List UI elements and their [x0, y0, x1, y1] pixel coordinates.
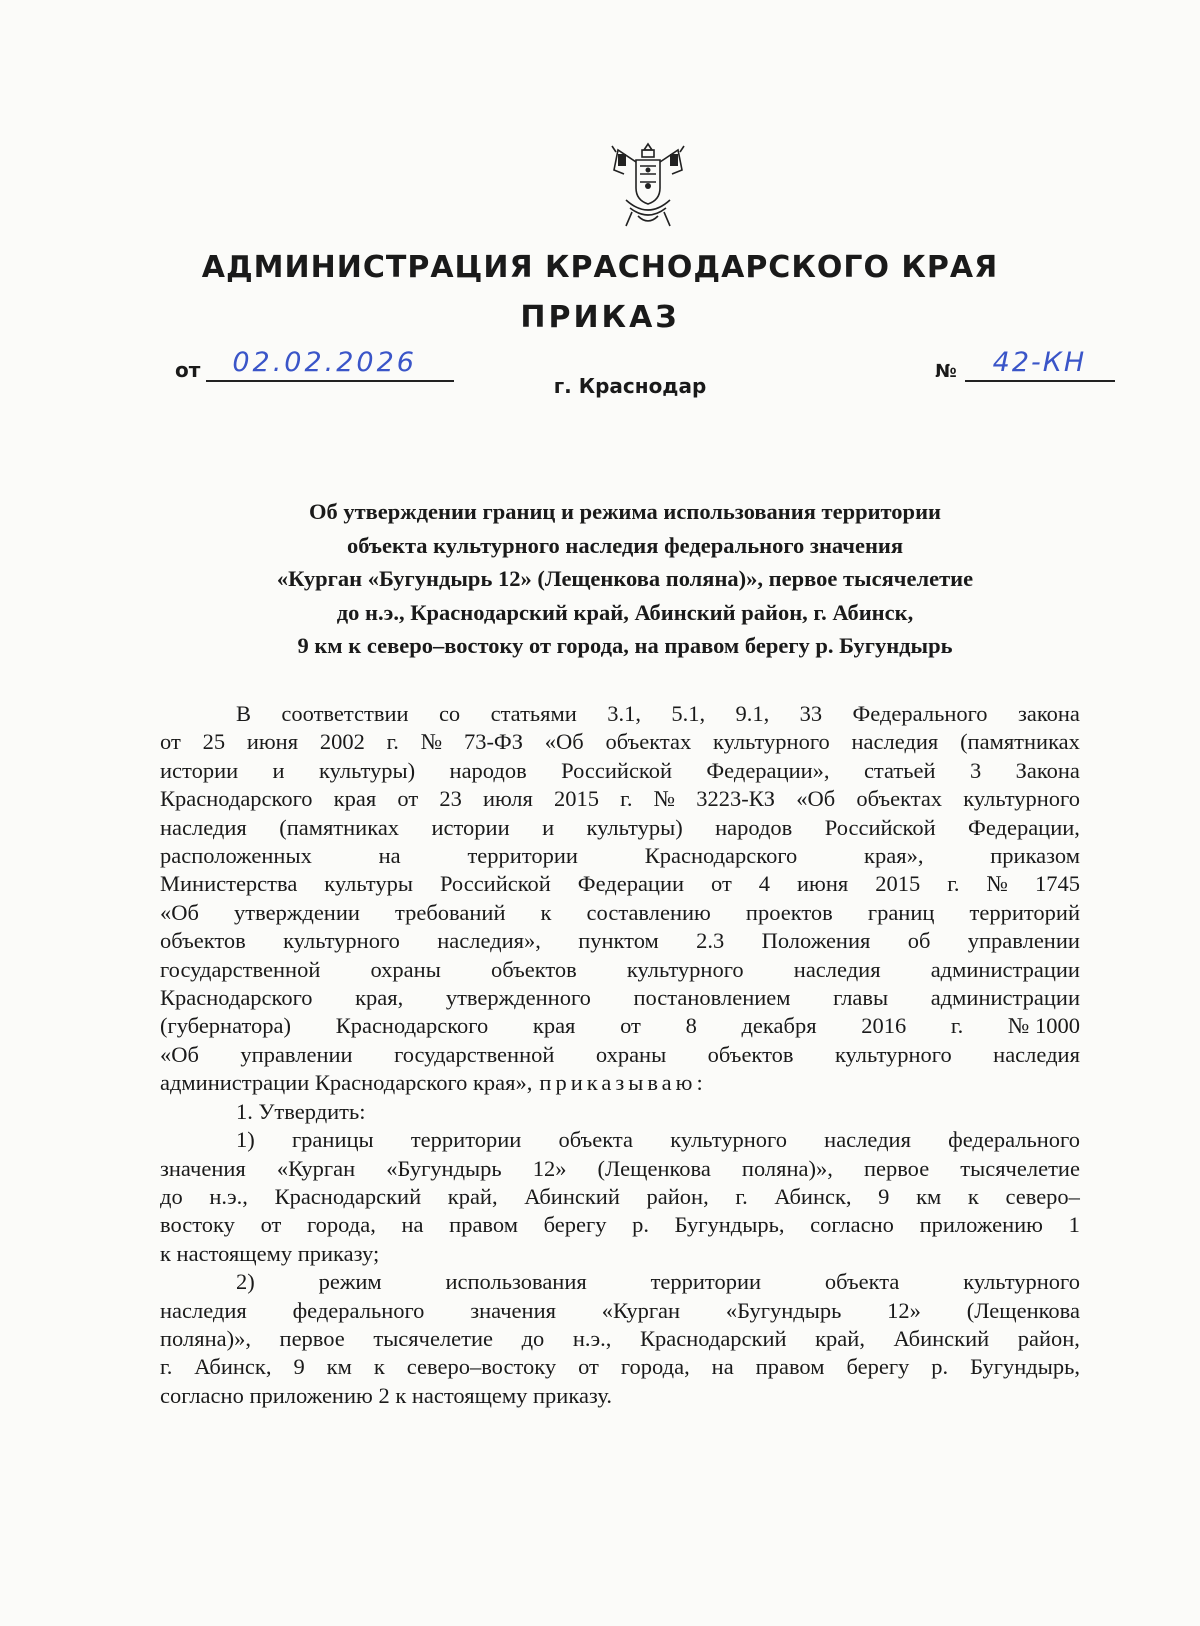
handwritten-number: 42-КН — [992, 347, 1087, 378]
heading-line: «Курган «Бугундырь 12» (Лещенкова поляна)», первое тысячелетие — [276, 566, 974, 591]
text-line: «Об утверждении требований к составлению проектов границ территорий — [160, 899, 1080, 925]
text-line: (губернатора) Краснодарского края от 8 декабря 2016 г. № 1000 — [160, 1013, 1080, 1039]
text-line: от 25 июня 2002 г. № 73-ФЗ «Об объектах культурного наследия (памятниках — [160, 729, 1080, 755]
text-line: к настоящему приказу; — [160, 1240, 380, 1266]
text-line: востоку от города, на правом берегу р. Бугундырь, согласно приложению 1 — [160, 1212, 1080, 1238]
text-line: поляна)», первое тысячелетие до н.э., Краснодарский край, Абинский район, — [160, 1325, 1080, 1351]
document-body — [160, 700, 1080, 1410]
organization-title: АДМИНИСТРАЦИЯ КРАСНОДАРСКОГО КРАЯ — [201, 250, 999, 285]
document-heading — [185, 495, 1065, 663]
text-line: объектов культурного наследия», пунктом 2.3 Положения об управлении — [160, 928, 1080, 954]
handwritten-date: 02.02.2026 — [232, 347, 417, 378]
number-prefix: № — [935, 361, 957, 382]
text-line: администрации Краснодарского края», приказываю: — [160, 1069, 1080, 1097]
text-line: г. Абинск, 9 км к северо–востоку от города, на правом берегу р. Бугундырь, — [160, 1354, 1080, 1380]
heading-line: объекта культурного наследия федерального значения — [346, 532, 904, 558]
text-line: 1) границы территории объекта культурного наследия федерального — [236, 1127, 1080, 1153]
text-line: значения «Курган «Бугундырь 12» (Лещенкова поляна)», первое тысячелетие — [160, 1155, 1080, 1181]
document-type: ПРИКАЗ — [520, 300, 680, 335]
text-line: истории и культуры) народов Российской Федерации», статьей 3 Закона — [160, 757, 1080, 783]
text-line: согласно приложению 2 к настоящему приказу. — [160, 1382, 612, 1408]
text-line: до н.э., Краснодарский край, Абинский район, г. Абинск, 9 км к северо– — [160, 1183, 1080, 1209]
text-line: «Об управлении государственной охраны объектов культурного наследия — [160, 1041, 1080, 1067]
text-line: 2) режим использования территории объекта культурного — [236, 1269, 1080, 1295]
text-line: государственной охраны объектов культурного наследия администрации — [160, 956, 1080, 982]
heading-line: до н.э., Краснодарский край, Абинский район, г. Абинск, — [336, 599, 914, 625]
text-line: В соответствии со статьями 3.1, 5.1, 9.1, 33 Федерального закона — [236, 701, 1080, 726]
text-line: наследия федерального значения «Курган «Бугундырь 12» (Лещенкова — [160, 1297, 1080, 1323]
coat-of-arms-emblem — [608, 140, 688, 232]
text-line: расположенных на территории Краснодарского края», приказом — [160, 843, 1080, 869]
date-prefix: от — [175, 358, 201, 382]
heading-line: 9 км к северо–востоку от города, на правом берегу р. Бугундырь — [297, 633, 953, 658]
heading-line: Об утверждении границ и режима использования территории — [308, 499, 942, 524]
document-city: г. Краснодар — [553, 374, 707, 398]
text-line: Министерства культуры Российской Федерации от 4 июня 2015 г. № 1745 — [160, 871, 1080, 897]
text-line: наследия (памятниках истории и культуры) народов Российской Федерации, — [160, 814, 1080, 840]
text-line: 1. Утвердить: — [236, 1098, 366, 1124]
order-verb: приказываю: — [539, 1070, 707, 1096]
text-line: Краснодарского края от 23 июля 2015 г. № 3223-КЗ «Об объектах культурного — [160, 786, 1080, 812]
text-line: Краснодарского края, утвержденного постановлением главы администрации — [160, 985, 1080, 1011]
